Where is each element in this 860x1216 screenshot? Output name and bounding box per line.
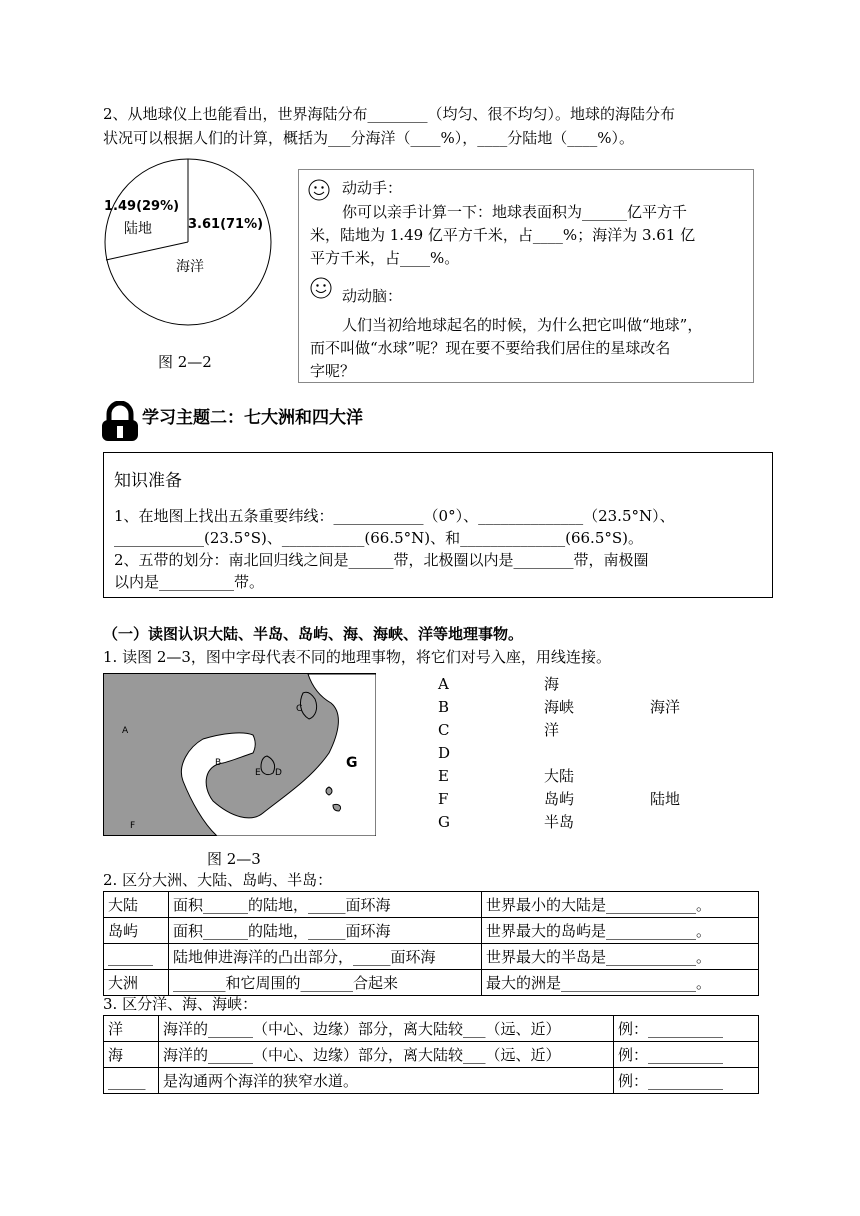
table-row <box>104 892 759 918</box>
map-figure <box>103 673 376 836</box>
match-letter: C <box>438 721 450 739</box>
table-cell: 最大的洲是__________________。 <box>482 970 759 996</box>
match-item: 洋 <box>544 721 560 739</box>
match-letter: G <box>438 813 450 831</box>
table-cell: 大陆 <box>104 892 169 918</box>
brain-line1: 人们当初给地球起名的时候，为什么把它叫做“地球”， <box>342 316 703 334</box>
table-cell: 例：__________ <box>614 1042 759 1068</box>
table-cell: 海洋的______（中心、边缘）部分，离大陆较___（远、近） <box>159 1042 614 1068</box>
smiley-icon <box>308 179 330 201</box>
table-cell: 世界最小的大陆是____________。 <box>482 892 759 918</box>
table-cell: 海洋的______（中心、边缘）部分，离大陆较___（远、近） <box>159 1016 614 1042</box>
ocean-sea-table <box>103 1015 759 1094</box>
table-cell: 洋 <box>104 1016 159 1042</box>
table-row <box>104 918 759 944</box>
table-cell: _______和它周围的_______合起来 <box>169 970 482 996</box>
pie-land-value: 1.49(29%) <box>104 199 180 214</box>
table-cell: 世界最大的半岛是____________。 <box>482 944 759 970</box>
brain-line2: 而不叫做“水球”呢？现在要不要给我们居住的星球改名 <box>310 339 671 357</box>
map-label-c: C <box>296 704 303 714</box>
table-cell: 岛屿 <box>104 918 169 944</box>
map-label-a: A <box>122 726 129 736</box>
q2-line2: 状况可以根据人们的计算，概括为___分海洋（____%），____分陆地（____%）。 <box>103 129 635 147</box>
section1-q1: 1. 读图 2—3，图中字母代表不同的地理事物，将它们对号入座，用线连接。 <box>103 648 611 666</box>
map-caption: 图 2—3 <box>207 850 261 868</box>
table-cell: 陆地伸进海洋的凸出部分，_____面环海 <box>169 944 482 970</box>
lock-icon <box>100 401 140 443</box>
hands-on-line1: 你可以亲手计算一下：地球表面积为______亿平方千 <box>342 203 688 221</box>
map-label-b: B <box>215 758 222 768</box>
table-row <box>104 1068 759 1094</box>
knowledge-title: 知识准备 <box>114 471 182 491</box>
map-label-f: F <box>130 821 136 831</box>
table-row <box>104 970 759 996</box>
section1-heading: （一）读图认识大陆、半岛、岛屿、海、海峡、洋等地理事物。 <box>103 625 524 643</box>
table-row <box>104 944 759 970</box>
table-cell: 例：__________ <box>614 1016 759 1042</box>
q3table-title: 3. 区分洋、海、海峡： <box>103 995 258 1013</box>
smiley-icon <box>310 277 332 299</box>
brain-title: 动动脑： <box>342 287 403 305</box>
pie-ocean-value: 3.61(71%) <box>188 217 264 232</box>
knowledge-line4: 以内是__________带。 <box>114 573 265 591</box>
knowledge-line3: 2、五带的划分：南北回归线之间是______带，北极圈以内是________带，南极圈 <box>114 551 649 569</box>
match-item: 海峡 <box>544 698 575 716</box>
table-cell: 世界最大的岛屿是____________。 <box>482 918 759 944</box>
land-ocean-pie-chart <box>100 156 280 328</box>
knowledge-line2: ____________(23.5°S)、___________(66.5°N)、和______________(66.5°S)。 <box>114 529 643 547</box>
q2-line1: 2、从地球仪上也能看出，世界海陆分布________（均匀、很不均匀）。地球的海陆分布 <box>103 105 676 123</box>
table-cell: 面积______的陆地，_____面环海 <box>169 892 482 918</box>
table-cell: 例：__________ <box>614 1068 759 1094</box>
match-item: 大陆 <box>544 767 575 785</box>
table-cell: 面积______的陆地，_____面环海 <box>169 918 482 944</box>
hands-on-title: 动动手： <box>342 179 403 197</box>
match-item: 半岛 <box>544 813 575 831</box>
match-letter: E <box>438 767 449 785</box>
hands-on-line2: 米，陆地为 1.49 亿平方千米，占____%；海洋为 3.61 亿 <box>310 226 696 244</box>
knowledge-line1: 1、在地图上找出五条重要纬线：____________（0°）、______________（23.5°N）、 <box>114 507 675 525</box>
pie-land-label: 陆地 <box>124 221 152 237</box>
match-letter: D <box>438 744 451 762</box>
map-label-d: D <box>275 768 282 778</box>
table-cell: 大洲 <box>104 970 169 996</box>
match-item: 海 <box>544 675 560 693</box>
match-letter: B <box>438 698 450 716</box>
table-row <box>104 1016 759 1042</box>
hands-on-line3: 平方千米，占____%。 <box>310 249 460 267</box>
q2table-title: 2. 区分大洲、大陆、岛屿、半岛： <box>103 871 333 889</box>
table-cell: 海 <box>104 1042 159 1068</box>
table-cell: 是沟通两个海洋的狭窄水道。 <box>159 1068 614 1094</box>
table-cell: _____ <box>104 1068 159 1094</box>
table-row <box>104 1042 759 1068</box>
match-category: 陆地 <box>650 790 681 808</box>
match-category: 海洋 <box>650 698 681 716</box>
table-cell: ______ <box>104 944 169 970</box>
pie-ocean-label: 海洋 <box>176 259 204 275</box>
map-label-e: E <box>255 768 261 778</box>
continent-table <box>103 891 759 996</box>
match-item: 岛屿 <box>544 790 575 808</box>
brain-line3: 字呢？ <box>310 362 356 380</box>
match-letter: F <box>438 790 449 808</box>
theme2-title: 学习主题二：七大洲和四大洋 <box>142 408 363 428</box>
map-label-g: G <box>346 755 358 771</box>
match-letter: A <box>438 675 449 693</box>
pie-caption: 图 2—2 <box>158 353 212 371</box>
